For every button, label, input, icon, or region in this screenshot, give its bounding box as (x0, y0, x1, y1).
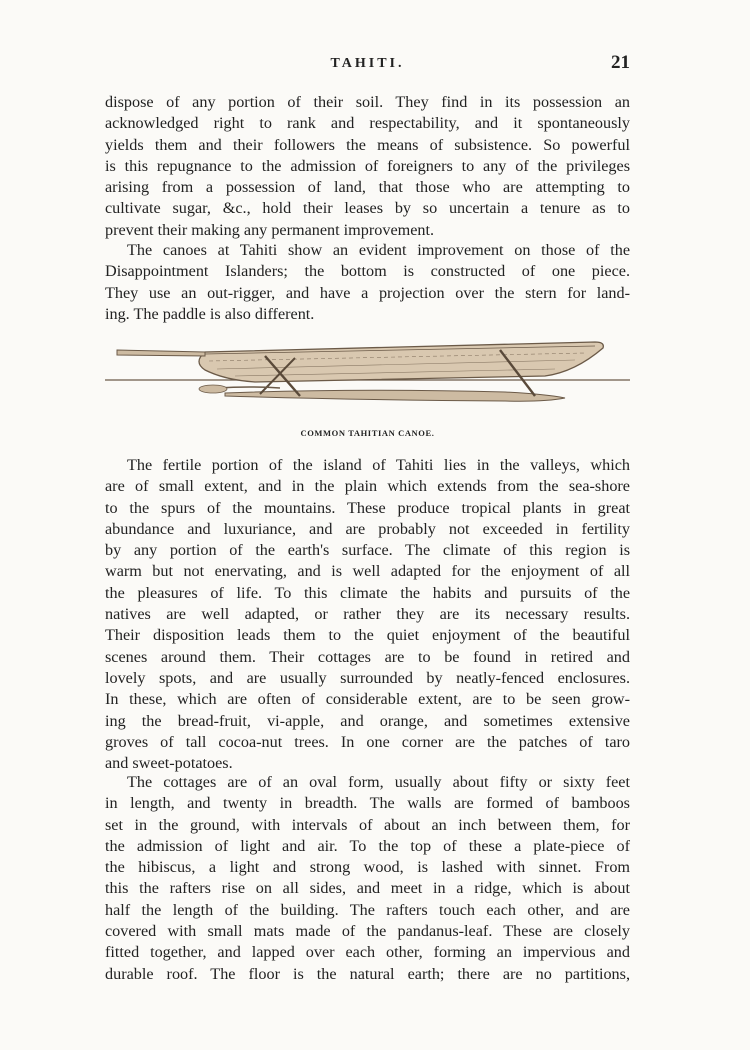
text-line: half the length of the building. The rafters touch each other, and are (105, 900, 630, 919)
text-line: in length, and twenty in breadth. The walls are formed of bamboos (105, 794, 630, 813)
text-line: scenes around them. Their cottages are to be found in retired and (105, 647, 630, 666)
text-line: groves of tall cocoa-nut trees. In one corner are the patches of taro (105, 732, 630, 751)
text-line: cultivate sugar, &c., hold their leases by so uncertain a tenure as to (105, 199, 630, 218)
text-line: Disappointment Islanders; the bottom is constructed of one piece. (105, 262, 630, 281)
text-line: ing. The paddle is also different. (105, 304, 315, 323)
text-line: ing the bread-fruit, vi-apple, and orange, and sometimes extensive (105, 711, 630, 730)
text-line: covered with small mats made of the pandanus-leaf. These are closely (105, 922, 630, 941)
text-line: to the spurs of the mountains. These produce tropical plants in great (105, 498, 630, 517)
page-number: 21 (611, 52, 630, 73)
text-line: They use an out-rigger, and have a projection over the stern for land- (105, 283, 630, 302)
text-line: prevent their making any permanent improvement. (105, 220, 435, 239)
text-line: and sweet-potatoes. (105, 754, 233, 773)
text-line: fitted together, and lapped over each other, forming an impervious and (105, 943, 630, 962)
text-line: the pleasures of life. To this climate the habits and pursuits of the (105, 583, 630, 602)
text-line: this the rafters rise on all sides, and meet in a ridge, which is about (105, 879, 630, 898)
text-line: lovely spots, and are usually surrounded by neatly-fenced enclosures. (105, 668, 630, 687)
text-line: yields them and their followers the means of subsistence. So powerful (105, 135, 630, 154)
text-line: durable roof. The floor is the natural earth; there are no partitions, (105, 964, 630, 983)
text-line: The cottages are of an oval form, usually about fifty or sixty feet (127, 773, 630, 791)
canoe-illustration (105, 330, 630, 430)
running-head (105, 52, 630, 78)
text-line: set in the ground, with intervals of about an inch between them, for (105, 815, 630, 834)
text-line: natives are well adapted, or rather they are its necessary results. (105, 605, 630, 624)
figure-caption: COMMON TAHITIAN CANOE. (300, 428, 435, 438)
text-line: warm but not enervating, and is well adapted for the enjoyment of all (105, 562, 630, 581)
paragraph-1 (105, 92, 630, 241)
text-line: Their disposition leads them to the quiet enjoyment of the beautiful (105, 626, 630, 645)
text-line: dispose of any portion of their soil. They find in its possession an (105, 93, 630, 111)
running-title: TAHITI. (330, 56, 405, 71)
text-line: In these, which are often of considerable extent, are to be seen grow- (105, 690, 630, 709)
paragraph-4 (105, 772, 630, 985)
paragraph-2 (105, 240, 630, 325)
text-line: by any portion of the earth's surface. The climate of this region is (105, 541, 630, 560)
canoe-hull (199, 342, 603, 382)
canoe-drawing (105, 330, 630, 430)
text-line: The canoes at Tahiti show an evident improvement on those of the (127, 241, 630, 259)
stern-projection (117, 350, 205, 356)
text-line: acknowledged right to rank and respectability, and it spontaneously (105, 114, 630, 133)
text-line: the hibiscus, a light and strong wood, is lashed with sinnet. From (105, 858, 630, 877)
outrigger-float (225, 390, 565, 401)
text-line: arising from a possession of land, that those who are attempting to (105, 178, 630, 197)
text-line: are of small extent, and in the plain which extends from the sea-shore (105, 477, 630, 496)
paragraph-3 (105, 455, 630, 774)
text-line: The fertile portion of the island of Tahiti lies in the valleys, which (127, 456, 630, 474)
text-line: abundance and luxuriance, and are probably not exceeded in fertility (105, 519, 630, 538)
text-line: is this repugnance to the admission of foreigners to any of the privileges (105, 156, 630, 175)
text-line: the admission of light and air. To the top of these a plate-piece of (105, 836, 630, 855)
